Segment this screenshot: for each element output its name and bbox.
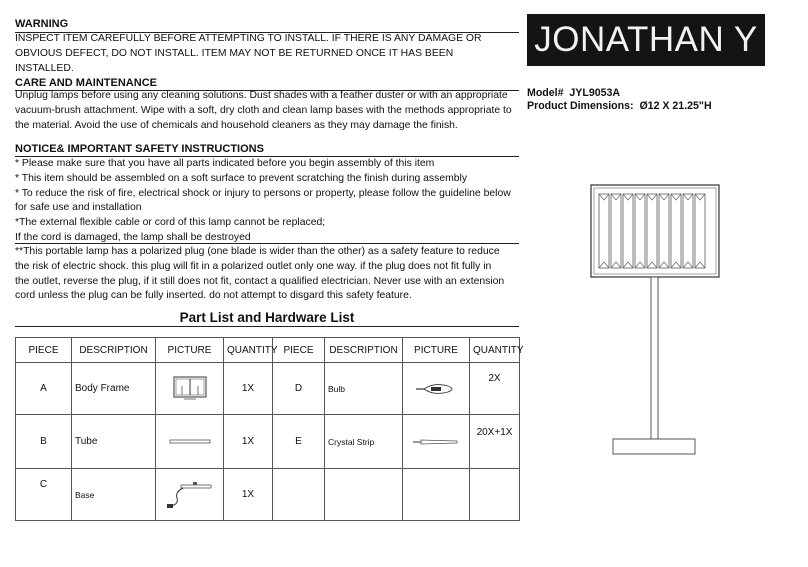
desc-bulb: Bulb [325,363,403,415]
desc-body-frame: Body Frame [72,363,156,415]
tube-icon [168,437,212,447]
picture-crystal-strip [403,415,470,469]
plug-note-line: cord unless the plug can be fully inserted. do not attempt to disgard this safety feature. [15,290,412,302]
table-row [16,415,520,469]
parts-table [15,337,524,521]
notice-line: If the cord is damaged, the lamp shall be destroyed [15,231,251,243]
care-title: CARE AND MAINTENANCE [15,77,157,89]
warning-line: OBVIOUS DEFECT, DO NOT INSTALL. ITEM MAY NOT BE RETURNED ONCE IT HAS BEEN [15,47,454,59]
notice-line: * To reduce the risk of fire, electrical shock or injury to persons or property, please follow the guideline below [15,187,511,199]
header-picture: PICTURE [156,338,224,363]
notice-title: NOTICE& IMPORTANT SAFETY INSTRUCTIONS [15,143,264,155]
qty-bulb: 2X [470,363,520,415]
plug-note [15,245,530,304]
model-value: JYL9053A [569,87,621,99]
plug-note-line: **This portable lamp has a polarized plug (one blade is wider than the other) as a safety feature to reduce [15,246,500,257]
warning-line: INSPECT ITEM CAREFULLY BEFORE ATTEMPTING TO INSTALL. IF THERE IS ANY DAMAGE OR [15,33,482,44]
header-piece: PIECE [16,338,72,363]
picture-base [156,469,224,521]
dimensions-value: Ø12 X 21.25"H [639,100,712,112]
header-quantity: QUANTITY [224,338,273,363]
picture-body-frame [156,363,224,415]
notice-line: for safe use and installation [15,202,142,214]
empty-piece [273,469,325,521]
model-line [527,86,620,100]
qty-base: 1X [224,469,273,521]
base-icon [165,480,215,510]
empty-description [325,469,403,521]
crystal-strip-icon [411,437,461,447]
notice-line: * Please make sure that you have all parts indicated before you begin assembly of this item [15,158,435,169]
care-line: Unplug lamps before using any cleaning solutions. Dust shades with a feather duster or with an appropriate [15,90,508,101]
notice-end-rule [15,243,519,244]
table-row [16,363,520,415]
empty-quantity [470,469,520,521]
model-label: Model# [527,87,564,99]
bulb-icon [414,381,458,397]
warning-title: WARNING [15,18,69,30]
empty-picture [403,469,470,521]
care-line: vacuum-brush attachment. Wipe with a soft, dry cloth and clean lamp bases with the methods appropriate to [15,104,512,116]
table-row [16,469,520,521]
body-frame-icon [170,374,210,404]
desc-tube: Tube [72,415,156,469]
piece-c: C [16,469,72,521]
notice-line: * This item should be assembled on a soft surface to prevent scratching the finish during assembly [15,172,468,184]
piece-a: A [16,363,72,415]
qty-body-frame: 1X [224,363,273,415]
plug-note-line: the risk of electric shock. this plug will fit in a polarized outlet only one way. if the plug does not fit fully in [15,260,492,272]
desc-base: Base [72,469,156,521]
picture-tube [156,415,224,469]
header-quantity-2: QUANTITY [470,338,520,363]
parts-title-rule [15,326,519,327]
qty-tube: 1X [224,415,273,469]
parts-table-title: Part List and Hardware List [179,310,355,325]
piece-d: D [273,363,325,415]
lamp-illustration [585,180,725,460]
brand-logo: JONATHAN Y [527,14,765,66]
notice-text [15,157,530,246]
picture-bulb [403,363,470,415]
header-description: DESCRIPTION [72,338,156,363]
parts-header-row [16,338,520,363]
warning-line: INSTALLED. [15,62,74,74]
header-picture-2: PICTURE [403,338,470,363]
header-piece-2: PIECE [273,338,325,363]
care-line: the material. Avoid the use of chemicals and household cleaners as they may damage the finish. [15,119,458,131]
notice-line: *The external flexible cable or cord of this lamp cannot be replaced; [15,217,326,229]
warning-text [15,32,525,76]
plug-note-line: the outlet, reverse the plug, if it still does not fit, contact a qualified electrician. Never use with an extension [15,275,505,287]
piece-b: B [16,415,72,469]
desc-crystal-strip: Crystal Strip [325,415,403,469]
header-description-2: DESCRIPTION [325,338,403,363]
dimensions-label: Product Dimensions: [527,100,634,112]
qty-crystal-strip: 20X+1X [470,415,520,469]
dimensions-line [527,99,712,113]
care-text [15,89,530,133]
piece-e: E [273,415,325,469]
